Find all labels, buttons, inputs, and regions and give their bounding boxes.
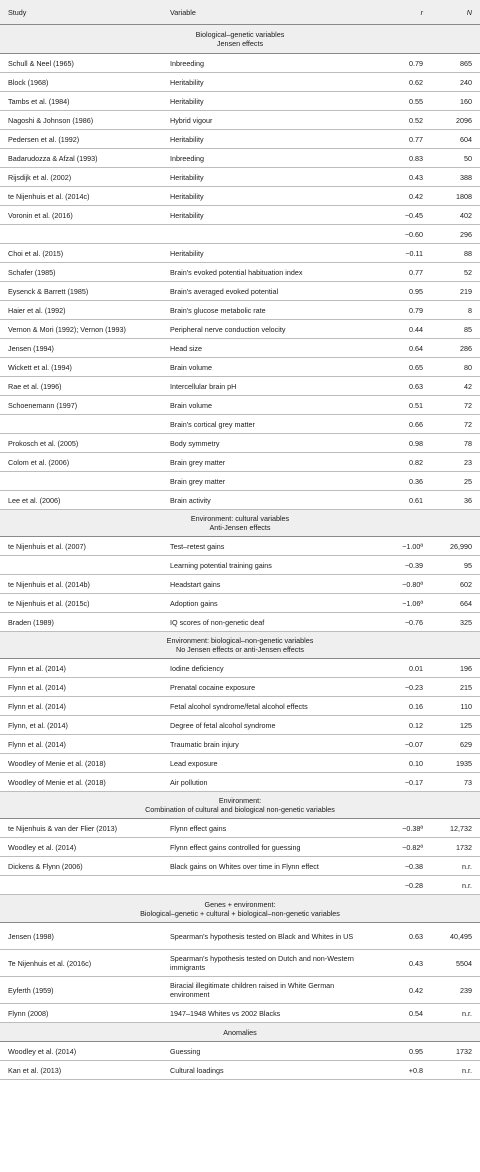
table-row xyxy=(0,977,480,1004)
n-cell: 664 xyxy=(460,598,472,608)
n-cell: n.r. xyxy=(462,880,472,890)
n-cell: 26,990 xyxy=(450,541,472,551)
n-cell: 1732 xyxy=(456,1046,472,1056)
table-row xyxy=(0,130,480,149)
study-cell: Schull & Neel (1965) xyxy=(8,58,74,68)
n-cell: 602 xyxy=(460,579,472,589)
section-heading xyxy=(0,510,480,537)
r-cell: 0.61 xyxy=(409,495,423,505)
r-cell: 0.62 xyxy=(409,77,423,87)
n-cell: 72 xyxy=(464,419,472,429)
section-heading xyxy=(0,895,480,923)
n-cell: 50 xyxy=(464,153,472,163)
n-cell: 85 xyxy=(464,324,472,334)
study-cell: Te Nijenhuis et al. (2016c) xyxy=(8,958,92,968)
variable-cell: Hybrid vigour xyxy=(170,115,213,125)
r-cell: 0.52 xyxy=(409,115,423,125)
r-cell: 0.82 xyxy=(409,457,423,467)
r-cell: 0.79 xyxy=(409,58,423,68)
study-cell: te Nijenhuis & van der Flier (2013) xyxy=(8,823,118,833)
n-cell: 219 xyxy=(460,286,472,296)
variable-cell: Heritability xyxy=(170,172,204,182)
study-cell: Wickett et al. (1994) xyxy=(8,362,72,372)
n-cell: 215 xyxy=(460,682,472,692)
n-cell: 160 xyxy=(460,96,472,106)
n-cell: 629 xyxy=(460,739,472,749)
section-title-line: Combination of cultural and biological non-genetic variables xyxy=(145,805,335,814)
n-cell: 78 xyxy=(464,438,472,448)
r-cell: 0.55 xyxy=(409,96,423,106)
study-cell: te Nijenhuis et al. (2007) xyxy=(8,541,86,551)
study-cell: te Nijenhuis et al. (2014b) xyxy=(8,579,90,589)
r-cell: −0.11 xyxy=(405,248,423,258)
n-cell: 73 xyxy=(464,777,472,787)
study-cell: Flynn et al. (2014) xyxy=(8,682,66,692)
n-cell: 325 xyxy=(460,617,472,627)
table-row xyxy=(0,206,480,225)
study-cell: Schoenemann (1997) xyxy=(8,400,78,410)
r-cell: −0.76 xyxy=(404,617,423,627)
n-cell: 25 xyxy=(464,476,472,486)
r-cell: 0.63 xyxy=(409,381,423,391)
variable-cell: Brain's evoked potential habituation index xyxy=(170,267,303,277)
table-row xyxy=(0,377,480,396)
variable-cell: Spearman's hypothesis tested on Black and Whites in US xyxy=(170,931,354,941)
n-cell: 388 xyxy=(460,172,472,182)
table-row xyxy=(0,950,480,977)
header-n: N xyxy=(466,7,472,17)
n-cell: n.r. xyxy=(462,1065,472,1075)
r-cell: 0.44 xyxy=(409,324,423,334)
study-cell: Tambs et al. (1984) xyxy=(8,96,70,106)
n-cell: 52 xyxy=(464,267,472,277)
table-row xyxy=(0,92,480,111)
r-cell: −0.60 xyxy=(404,229,423,239)
section-heading xyxy=(0,1023,480,1042)
n-cell: 88 xyxy=(464,248,472,258)
study-cell: Braden (1989) xyxy=(8,617,54,627)
n-cell: 286 xyxy=(460,343,472,353)
variable-cell: Brain's averaged evoked potential xyxy=(170,286,279,296)
n-cell: 240 xyxy=(460,77,472,87)
table-row xyxy=(0,819,480,838)
variable-cell: 1947–1948 Whites vs 2002 Blacks xyxy=(170,1008,281,1018)
table-row xyxy=(0,301,480,320)
variable-cell: Heritability xyxy=(170,134,204,144)
study-cell: te Nijenhuis et al. (2015c) xyxy=(8,598,90,608)
variable-cell: Inbreeding xyxy=(170,58,204,68)
n-cell: 23 xyxy=(464,457,472,467)
r-cell: −0.07 xyxy=(404,739,423,749)
variable-cell: Peripheral nerve conduction velocity xyxy=(170,324,286,334)
variable-cell: Brain activity xyxy=(170,495,211,505)
study-cell: Colom et al. (2006) xyxy=(8,457,70,467)
r-cell: −1.06ª xyxy=(402,598,423,608)
r-cell: −0.38ª xyxy=(402,823,423,833)
table-row xyxy=(0,453,480,472)
n-cell: 42 xyxy=(464,381,472,391)
table-row xyxy=(0,187,480,206)
variable-cell: Learning potential training gains xyxy=(170,560,272,570)
n-cell: 2096 xyxy=(456,115,472,125)
variable-cell: Inbreeding xyxy=(170,153,204,163)
section-title-line: Environment: biological–non-genetic variables xyxy=(166,636,314,645)
variable-cell: Adoption gains xyxy=(170,598,218,608)
table-row xyxy=(0,613,480,632)
study-cell: Haier et al. (1992) xyxy=(8,305,66,315)
variable-cell: Head size xyxy=(170,343,202,353)
table-row xyxy=(0,491,480,510)
study-cell: Flynn et al. (2014) xyxy=(8,663,66,673)
table-row xyxy=(0,754,480,773)
n-cell: 239 xyxy=(460,985,472,995)
variable-cell: Prenatal cocaine exposure xyxy=(170,682,256,692)
study-cell: Badarudozza & Afzal (1993) xyxy=(8,153,98,163)
study-cell: Jensen (1998) xyxy=(8,931,54,941)
r-cell: 0.01 xyxy=(409,663,423,673)
header-r: r xyxy=(420,7,423,17)
section-heading xyxy=(0,792,480,819)
study-cell: Woodley of Menie et al. (2018) xyxy=(8,758,106,768)
table-row xyxy=(0,773,480,792)
section-heading xyxy=(0,25,480,54)
study-cell: Schafer (1985) xyxy=(8,267,56,277)
n-cell: 1808 xyxy=(456,191,472,201)
table-row xyxy=(0,876,480,895)
table-row xyxy=(0,678,480,697)
variable-cell: Brain volume xyxy=(170,400,212,410)
r-cell: 0.10 xyxy=(409,758,423,768)
variable-cell: Air pollution xyxy=(170,777,208,787)
r-cell: 0.43 xyxy=(409,958,423,968)
study-cell: Pedersen et al. (1992) xyxy=(8,134,80,144)
study-cell: Jensen (1994) xyxy=(8,343,54,353)
n-cell: 125 xyxy=(460,720,472,730)
table-row xyxy=(0,339,480,358)
n-cell: 110 xyxy=(460,701,472,711)
study-cell: Block (1968) xyxy=(8,77,49,87)
r-cell: −1.00ª xyxy=(402,541,423,551)
r-cell: 0.77 xyxy=(409,267,423,277)
r-cell: 0.42 xyxy=(409,191,423,201)
n-cell: n.r. xyxy=(462,861,472,871)
r-cell: −0.80ª xyxy=(402,579,423,589)
r-cell: −0.17 xyxy=(404,777,423,787)
variable-cell: Heritability xyxy=(170,77,204,87)
section-title-line: Environment: xyxy=(218,796,262,805)
study-cell: Flynn et al. (2014) xyxy=(8,701,66,711)
r-cell: 0.36 xyxy=(409,476,423,486)
variable-cell: Heritability xyxy=(170,191,204,201)
n-cell: 12,732 xyxy=(450,823,472,833)
r-cell: −0.38 xyxy=(404,861,423,871)
section-title-line: No Jensen effects or anti-Jensen effects xyxy=(176,645,304,654)
variable-cell: Brain volume xyxy=(170,362,212,372)
study-cell: Woodley et al. (2014) xyxy=(8,1046,77,1056)
study-cell: Flynn et al. (2014) xyxy=(8,739,66,749)
variable-cell: Body symmetry xyxy=(170,438,220,448)
r-cell: 0.64 xyxy=(409,343,423,353)
table-row xyxy=(0,1061,480,1080)
n-cell: n.r. xyxy=(462,1008,472,1018)
n-cell: 1935 xyxy=(456,758,472,768)
study-cell: Voronin et al. (2016) xyxy=(8,210,73,220)
r-cell: −0.39 xyxy=(404,560,423,570)
study-cell: Kan et al. (2013) xyxy=(8,1065,62,1075)
variable-cell: Brain grey matter xyxy=(170,476,226,486)
table-body xyxy=(0,25,480,1080)
table-row xyxy=(0,73,480,92)
table-row xyxy=(0,1042,480,1061)
n-cell: 40,495 xyxy=(450,931,472,941)
table-header xyxy=(0,0,480,25)
header-study: Study xyxy=(8,7,27,17)
n-cell: 5504 xyxy=(456,958,472,968)
variable-cell: Brain's glucose metabolic rate xyxy=(170,305,266,315)
r-cell: 0.51 xyxy=(409,400,423,410)
table-row xyxy=(0,537,480,556)
table-row xyxy=(0,111,480,130)
study-cell: Lee et al. (2006) xyxy=(8,495,61,505)
variable-cell: Heritability xyxy=(170,96,204,106)
variable-cell: Traumatic brain injury xyxy=(170,739,239,749)
variable-cell: Iodine deficiency xyxy=(170,663,224,673)
study-cell: Woodley et al. (2014) xyxy=(8,842,77,852)
n-cell: 1732 xyxy=(456,842,472,852)
table-row xyxy=(0,282,480,301)
r-cell: 0.83 xyxy=(409,153,423,163)
variable-cell: Brain's cortical grey matter xyxy=(170,419,255,429)
study-cell: Choi et al. (2015) xyxy=(8,248,64,258)
r-cell: 0.95 xyxy=(409,286,423,296)
table-row xyxy=(0,244,480,263)
table-row xyxy=(0,838,480,857)
header-variable: Variable xyxy=(170,7,196,17)
table-row xyxy=(0,472,480,491)
variable-cell: Heritability xyxy=(170,210,204,220)
section-title-line: Environment: cultural variables xyxy=(190,514,290,523)
variable-cell: Flynn effect gains controlled for guessing xyxy=(170,842,301,852)
variable-cell: Lead exposure xyxy=(170,758,218,768)
table-row xyxy=(0,735,480,754)
n-cell: 865 xyxy=(460,58,472,68)
study-cell: Rijsdijk et al. (2002) xyxy=(8,172,72,182)
n-cell: 402 xyxy=(460,210,472,220)
r-cell: 0.63 xyxy=(409,931,423,941)
variable-cell: Heritability xyxy=(170,248,204,258)
variable-cell: Black gains on Whites over time in Flynn effect xyxy=(170,861,319,871)
r-cell: 0.54 xyxy=(409,1008,423,1018)
r-cell: −0.45 xyxy=(404,210,423,220)
variable-cell: Headstart gains xyxy=(170,579,221,589)
table-row xyxy=(0,716,480,735)
n-cell: 196 xyxy=(460,663,472,673)
section-title-line: Genes + environment: xyxy=(204,899,276,909)
variable-cell: Test–retest gains xyxy=(170,541,225,551)
table-row xyxy=(0,396,480,415)
table-row xyxy=(0,320,480,339)
n-cell: 72 xyxy=(464,400,472,410)
section-title-line: Anomalies xyxy=(223,1027,257,1037)
r-cell: 0.65 xyxy=(409,362,423,372)
variable-cell: Spearman's hypothesis tested on Dutch and non-Western immigrants xyxy=(170,954,354,972)
section-heading xyxy=(0,632,480,659)
r-cell: 0.12 xyxy=(409,720,423,730)
n-cell: 80 xyxy=(464,362,472,372)
table-row xyxy=(0,923,480,950)
study-cell: Woodley of Menie et al. (2018) xyxy=(8,777,106,787)
table-row xyxy=(0,594,480,613)
table-row xyxy=(0,415,480,434)
r-cell: 0.42 xyxy=(409,985,423,995)
table-row xyxy=(0,168,480,187)
table-row xyxy=(0,225,480,244)
study-cell: te Nijenhuis et al. (2014c) xyxy=(8,191,90,201)
study-cell: Flynn (2008) xyxy=(8,1008,49,1018)
variable-cell: Cultural loadings xyxy=(170,1065,224,1075)
table-row xyxy=(0,434,480,453)
n-cell: 604 xyxy=(460,134,472,144)
r-cell: −0.23 xyxy=(404,682,423,692)
section-title-line: Biological–genetic variables xyxy=(195,30,285,39)
n-cell: 36 xyxy=(464,495,472,505)
table-row xyxy=(0,575,480,594)
r-cell: 0.95 xyxy=(409,1046,423,1056)
study-cell: Eysenck & Barrett (1985) xyxy=(8,286,89,296)
table-row xyxy=(0,697,480,716)
study-cell: Nagoshi & Johnson (1986) xyxy=(8,115,94,125)
r-cell: 0.98 xyxy=(409,438,423,448)
section-title-line: Biological–genetic + cultural + biological–non-genetic variables xyxy=(140,908,340,918)
n-cell: 8 xyxy=(468,305,472,315)
r-cell: 0.16 xyxy=(409,701,423,711)
variable-cell: Flynn effect gains xyxy=(170,823,227,833)
study-cell: Prokosch et al. (2005) xyxy=(8,438,79,448)
variable-cell: Fetal alcohol syndrome/fetal alcohol effects xyxy=(170,701,308,711)
variable-cell: Degree of fetal alcohol syndrome xyxy=(170,720,276,730)
study-cell: Flynn, et al. (2014) xyxy=(8,720,68,730)
variable-cell: IQ scores of non-genetic deaf xyxy=(170,617,265,627)
r-cell: +0.8 xyxy=(408,1065,423,1075)
table-row xyxy=(0,358,480,377)
table-row xyxy=(0,857,480,876)
r-cell: 0.66 xyxy=(409,419,423,429)
r-cell: 0.79 xyxy=(409,305,423,315)
study-cell: Rae et al. (1996) xyxy=(8,381,62,391)
section-title-line: Anti-Jensen effects xyxy=(209,523,271,532)
table-row xyxy=(0,556,480,575)
variable-cell: Guessing xyxy=(170,1046,201,1056)
r-cell: 0.43 xyxy=(409,172,423,182)
n-cell: 95 xyxy=(464,560,472,570)
r-cell: 0.77 xyxy=(409,134,423,144)
table-row xyxy=(0,1004,480,1023)
table-row xyxy=(0,263,480,282)
variable-cell: Brain grey matter xyxy=(170,457,226,467)
section-title-line: Jensen effects xyxy=(216,39,264,48)
variable-cell: Intercellular brain pH xyxy=(170,381,237,391)
r-cell: −0.28 xyxy=(404,880,423,890)
table-row xyxy=(0,54,480,73)
table-row xyxy=(0,149,480,168)
variable-cell: Biracial illegitimate children raised in White German environment xyxy=(170,981,335,999)
n-cell: 296 xyxy=(460,229,472,239)
r-cell: −0.82ª xyxy=(402,842,423,852)
study-cell: Eyferth (1959) xyxy=(8,985,54,995)
table-row xyxy=(0,659,480,678)
study-cell: Dickens & Flynn (2006) xyxy=(8,861,83,871)
study-cell: Vernon & Mori (1992); Vernon (1993) xyxy=(8,324,126,334)
